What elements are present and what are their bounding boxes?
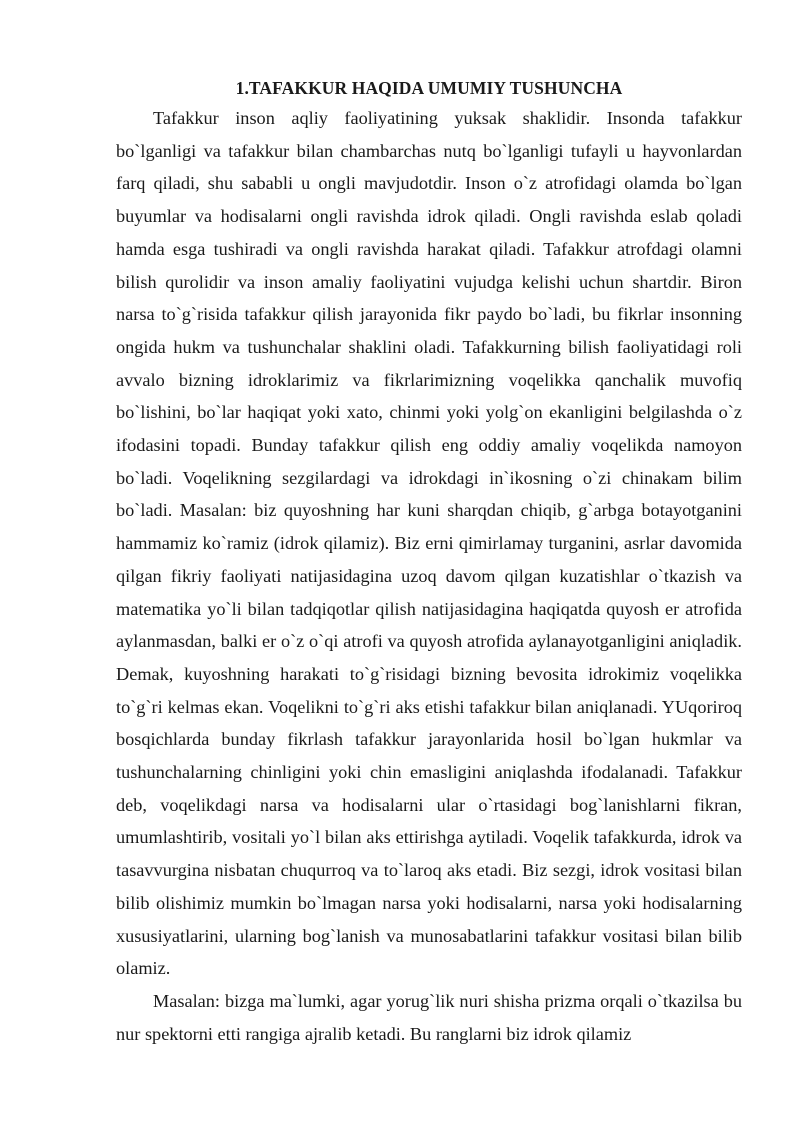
section-title: 1.TAFAKKUR HAQIDA UMUMIY TUSHUNCHA <box>235 78 623 98</box>
paragraph-2: Masalan: bizga ma`lumki, agar yorug`lik nuri shisha prizma orqali o`tkazilsa bu nur spektorni etti rangiga ajralib ketadi. Bu ranglarni biz idrok qilamiz <box>116 990 742 1044</box>
paragraph-1: Tafakkur inson aqliy faoliyatining yuksak shaklidir. Insonda tafakkur bo`lganligi va tafakkur bilan chambarchas nutq bo`lganligi tufayli u hayvonlardan farq qiladi, shu sababli u ongli mavjudotdir. Inson o`z atrofidagi olamda bo`lgan buyumlar va hodisalarni ongli ravishda idrok qiladi. Ongli ravishda eslab qoladi hamda esga tushiradi va ongli ravishda harakat qiladi. Tafakkur atrofdagi olamni bilish qurolidir va inson amaliy faoliyatini vujudga kelishi uchun shartdir. Biron narsa to`g`risida tafakkur qilish jarayonida fikr paydo bo`ladi, bu fikrlar insonning ongida hukm va tushunchalar shaklini oladi. Tafakkurning bilish faoliyatidagi roli avvalo bizning idroklarimiz va fikrlarimizning voqelikka qanchalik muvofiq bo`lishini, bo`lar haqiqat yoki xato, chinmi yoki yolg`on ekanligini belgilashda o`z ifodasini topadi. Bunday tafakkur qilish eng oddiy amaliy voqelikda namoyon bo`ladi. Voqelikning sezgilardagi va idrokdagi in`ikosning o`zi chinakam bilim bo`ladi. Masalan: biz quyoshning har kuni sharqdan chiqib, g`arbga botayotganini hammamiz ko`ramiz (idrok qilamiz). Biz erni qimirlamay turganini, asrlar davomida qilgan fikriy faoliyati natijasidagina uzoq davom qilgan kuzatishlar o`tkazish va matematika yo`li bilan tadqiqotlar qilish natijasidagina haqiqatda quyosh er atrofida aylanmasdan, balki er o`z o`qi atrofi va quyosh atrofida aylanayotganligini aniqladik. Demak, kuyoshning harakati to`g`risidagi bizning bevosita idrokimiz voqelikka to`g`ri kelmas ekan. Voqelikni to`g`ri aks etishi tafakkur bilan aniqlanadi. YUqoriroq bosqichlarda bunday fikrlash tafakkur jarayonlarida hosil bo`lgan hukmlar va tushunchalarning chinligini yoki chin emasligini aniqlashda ifodalanadi. Tafakkur deb, voqelikdagi narsa va hodisalarni ular o`rtasidagi bog`lanishlarni fikran, umumlashtirib, vositali yo`l bilan aks ettirishga aytiladi. Voqelik tafakkurda, idrok va tasavvurgina nisbatan chuqurroq va to`laroq aks etadi. Biz sezgi, idrok vositasi bilan bilib olishimiz mumkin bo`lmagan narsa yoki hodisalarni, narsa yoki hodisalarning xususiyatlarini, ularning bog`lanish va munosabatlarini tafakkur vositasi bilan bilib olamiz. <box>116 108 742 979</box>
document-body <box>116 74 742 1050</box>
